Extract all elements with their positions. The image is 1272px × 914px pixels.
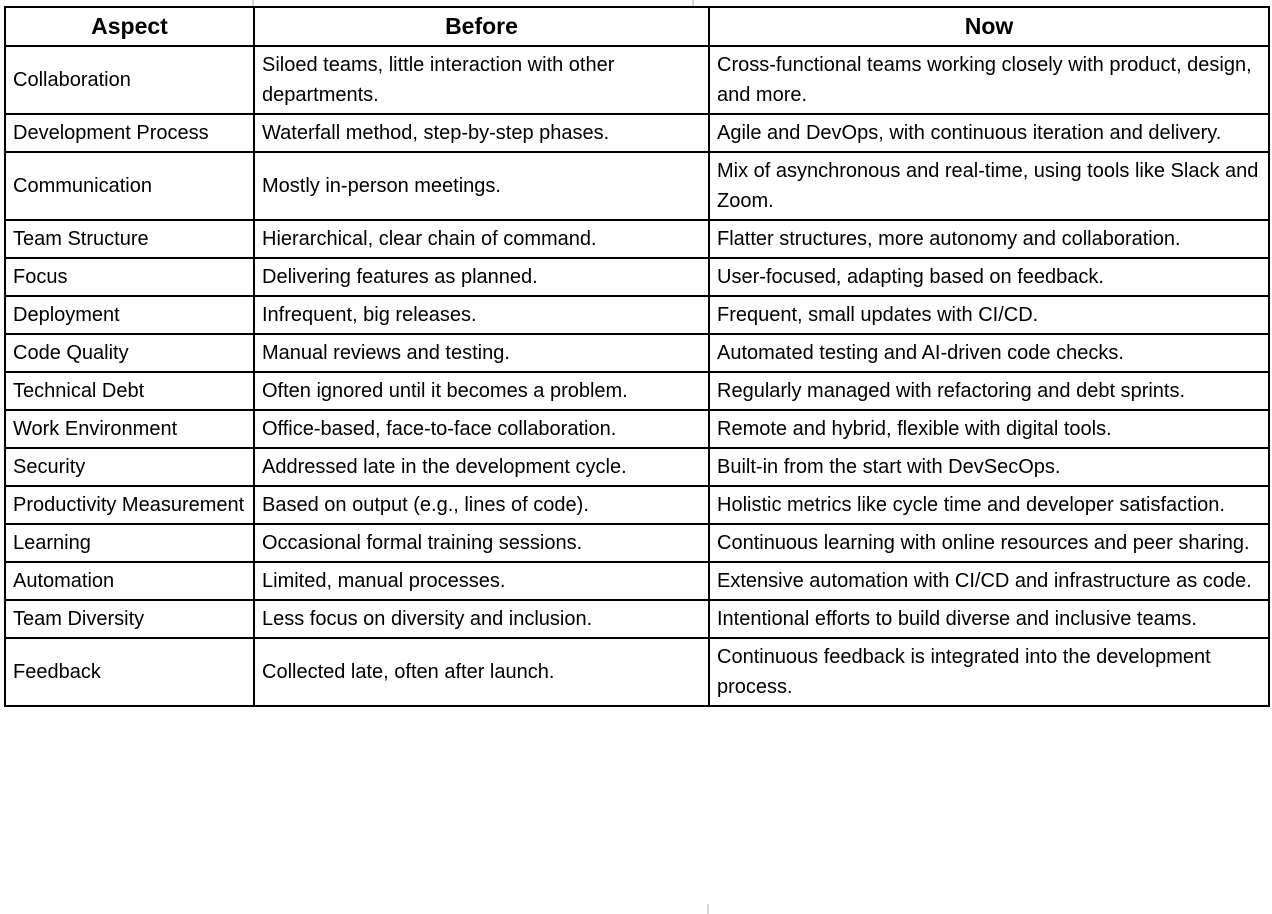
aspect-cell: Collaboration [5,46,254,114]
before-cell: Less focus on diversity and inclusion. [254,600,709,638]
aspect-cell: Team Diversity [5,600,254,638]
before-cell: Based on output (e.g., lines of code). [254,486,709,524]
table-row [5,334,1269,372]
before-cell: Often ignored until it becomes a problem. [254,372,709,410]
header-before: Before [254,7,709,46]
aspect-cell: Code Quality [5,334,254,372]
now-cell: Mix of asynchronous and real-time, using tools like Slack and Zoom. [709,152,1269,220]
now-cell: Automated testing and AI-driven code checks. [709,334,1269,372]
aspect-cell: Learning [5,524,254,562]
before-cell: Manual reviews and testing. [254,334,709,372]
before-cell: Siloed teams, little interaction with other departments. [254,46,709,114]
now-cell: Continuous learning with online resources and peer sharing. [709,524,1269,562]
aspect-cell: Security [5,448,254,486]
now-cell: Cross-functional teams working closely with product, design, and more. [709,46,1269,114]
gridline-artifact [707,904,709,914]
now-cell: User-focused, adapting based on feedback. [709,258,1269,296]
table-row [5,562,1269,600]
aspect-cell: Focus [5,258,254,296]
aspect-cell: Feedback [5,638,254,706]
table-row [5,524,1269,562]
before-cell: Infrequent, big releases. [254,296,709,334]
header-now: Now [709,7,1269,46]
now-cell: Intentional efforts to build diverse and inclusive teams. [709,600,1269,638]
before-cell: Delivering features as planned. [254,258,709,296]
table-body [5,46,1269,706]
before-cell: Office-based, face-to-face collaboration. [254,410,709,448]
table-row [5,638,1269,706]
now-cell: Built-in from the start with DevSecOps. [709,448,1269,486]
before-cell: Occasional formal training sessions. [254,524,709,562]
aspect-cell: Deployment [5,296,254,334]
table-row [5,448,1269,486]
table-row [5,220,1269,258]
aspect-cell: Automation [5,562,254,600]
before-cell: Collected late, often after launch. [254,638,709,706]
before-now-comparison-table [4,6,1270,707]
now-cell: Continuous feedback is integrated into the development process. [709,638,1269,706]
header-aspect: Aspect [5,7,254,46]
header-row [5,7,1269,46]
table-row [5,152,1269,220]
aspect-cell: Development Process [5,114,254,152]
now-cell: Regularly managed with refactoring and debt sprints. [709,372,1269,410]
now-cell: Holistic metrics like cycle time and developer satisfaction. [709,486,1269,524]
aspect-cell: Productivity Measurement [5,486,254,524]
before-cell: Hierarchical, clear chain of command. [254,220,709,258]
before-cell: Limited, manual processes. [254,562,709,600]
now-cell: Remote and hybrid, flexible with digital tools. [709,410,1269,448]
table-row [5,258,1269,296]
aspect-cell: Technical Debt [5,372,254,410]
table-row [5,372,1269,410]
table-row [5,600,1269,638]
table-row [5,46,1269,114]
before-cell: Mostly in-person meetings. [254,152,709,220]
table-row [5,296,1269,334]
before-cell: Addressed late in the development cycle. [254,448,709,486]
before-cell: Waterfall method, step-by-step phases. [254,114,709,152]
table-row [5,486,1269,524]
table-row [5,410,1269,448]
table-row [5,114,1269,152]
now-cell: Agile and DevOps, with continuous iteration and delivery. [709,114,1269,152]
now-cell: Extensive automation with CI/CD and infrastructure as code. [709,562,1269,600]
aspect-cell: Communication [5,152,254,220]
now-cell: Flatter structures, more autonomy and collaboration. [709,220,1269,258]
aspect-cell: Team Structure [5,220,254,258]
now-cell: Frequent, small updates with CI/CD. [709,296,1269,334]
aspect-cell: Work Environment [5,410,254,448]
